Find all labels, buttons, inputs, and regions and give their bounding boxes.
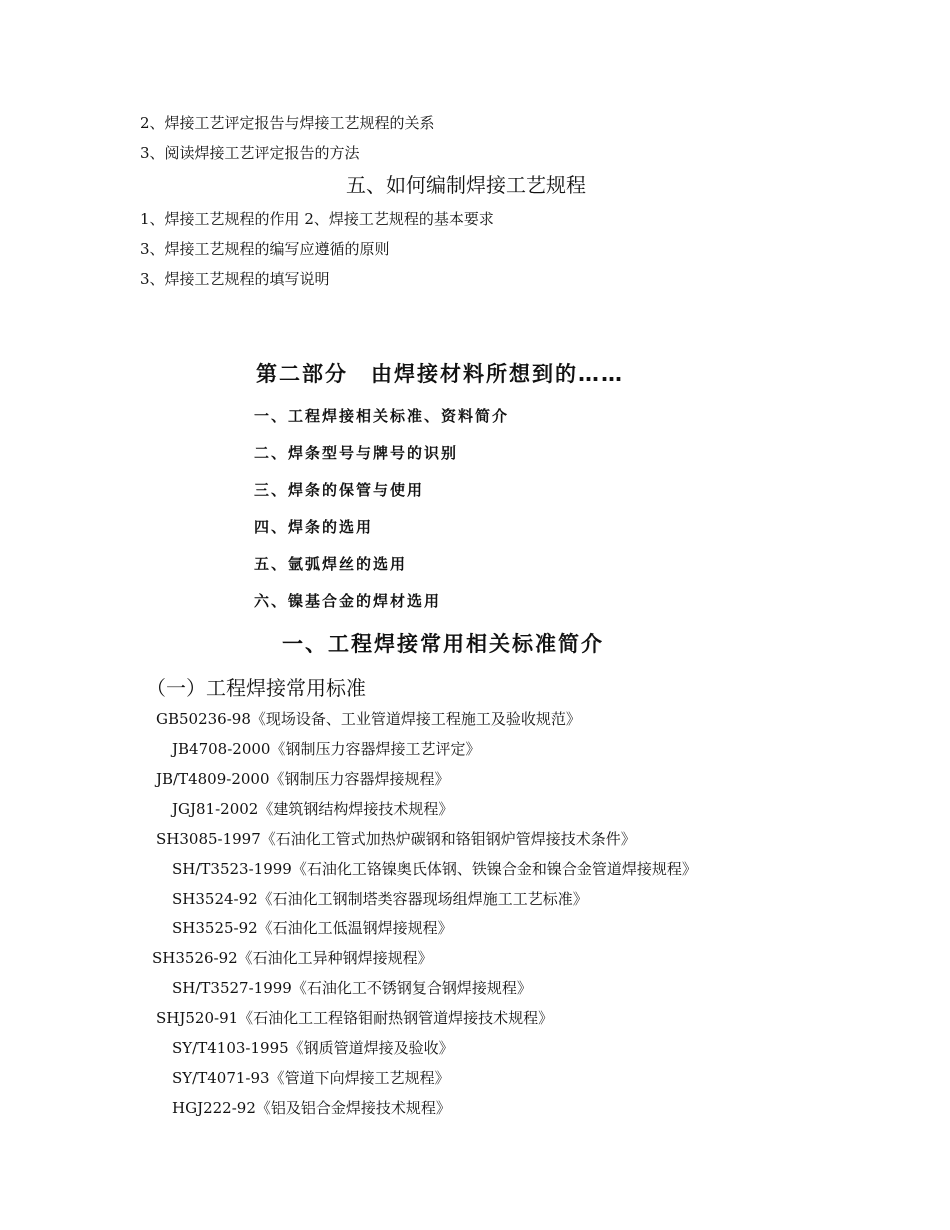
standard-item: SY/T4071-93《管道下向焊接工艺规程》 — [172, 1069, 450, 1087]
standard-item: JB/T4809-2000《钢制压力容器焊接规程》 — [156, 770, 450, 788]
toc-item: 二、焊条型号与牌号的识别 — [254, 444, 459, 462]
section-heading: 一、工程焊接常用相关标准简介 — [282, 632, 604, 656]
standard-item: SHJ520-91《石油化工工程铬钼耐热钢管道焊接技术规程》 — [156, 1009, 554, 1027]
toc-item: 五、氩弧焊丝的选用 — [254, 555, 408, 573]
list-item: 2、焊接工艺评定报告与焊接工艺规程的关系 — [140, 114, 435, 132]
standard-item: JB4708-2000《钢制压力容器焊接工艺评定》 — [172, 740, 481, 758]
list-item: 3、焊接工艺规程的填写说明 — [140, 270, 330, 288]
standard-item: SH3526-92《石油化工异种钢焊接规程》 — [152, 949, 433, 967]
standard-item: SH/T3527-1999《石油化工不锈钢复合钢焊接规程》 — [172, 979, 532, 997]
standard-item: GB50236-98《现场设备、工业管道焊接工程施工及验收规范》 — [156, 710, 581, 728]
standard-item: SH/T3523-1999《石油化工铬镍奥氏体钢、铁镍合金和镍合金管道焊接规程》 — [172, 860, 697, 878]
standard-item: SH3085-1997《石油化工管式加热炉碳钢和铬钼钢炉管焊接技术条件》 — [156, 830, 636, 848]
list-item: 1、焊接工艺规程的作用 2、焊接工艺规程的基本要求 — [140, 210, 494, 228]
section-heading: 五、如何编制焊接工艺规程 — [346, 173, 586, 197]
standard-item: HGJ222-92《铝及铝合金焊接技术规程》 — [172, 1099, 451, 1117]
standard-item: SY/T4103-1995《钢质管道焊接及验收》 — [172, 1039, 454, 1057]
toc-item: 一、工程焊接相关标准、资料简介 — [254, 407, 510, 425]
toc-item: 六、镍基合金的焊材选用 — [254, 592, 442, 610]
standard-item: SH3524-92《石油化工钢制塔类容器现场组焊施工工艺标准》 — [172, 890, 588, 908]
toc-item: 四、焊条的选用 — [254, 518, 374, 536]
list-item: 3、焊接工艺规程的编写应遵循的原则 — [140, 240, 390, 258]
list-item: 3、阅读焊接工艺评定报告的方法 — [140, 144, 360, 162]
toc-item: 三、焊条的保管与使用 — [254, 481, 425, 499]
subsection-heading: （一）工程焊接常用标准 — [146, 676, 366, 700]
standard-item: JGJ81-2002《建筑钢结构焊接技术规程》 — [172, 800, 454, 818]
part-title: 第二部分 由焊接材料所想到的…… — [256, 362, 624, 386]
standard-item: SH3525-92《石油化工低温钢焊接规程》 — [172, 919, 453, 937]
